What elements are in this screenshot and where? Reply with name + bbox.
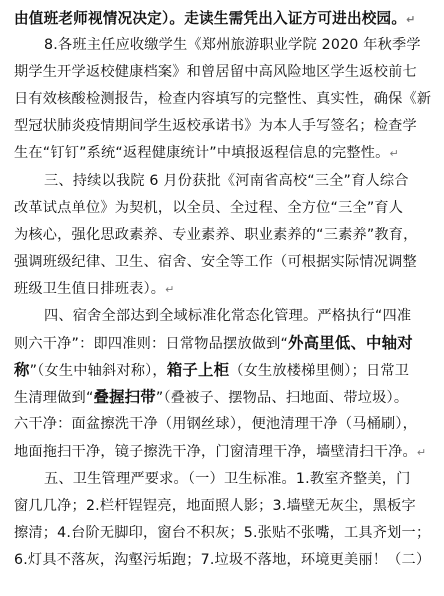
text-line	[14, 384, 434, 411]
paragraph-return-icon: ↵	[406, 13, 416, 26]
text-line	[14, 59, 434, 86]
text-line	[14, 411, 434, 438]
text-line	[14, 195, 434, 222]
text-run: 五、卫生管理严要求。（一）卫生标准。1.教室齐整美，门	[44, 470, 411, 487]
text-run: 生在“钉钉”系统“返程健康统计”中填报返程信息的完整性。	[14, 145, 390, 162]
text-line	[14, 276, 434, 303]
text-run: 型冠状肺炎疫情期间学生返校承诺书》为本人手写签名；检查学	[14, 118, 417, 135]
text-run: 期学生开学返校健康档案》和曾居留中高风险地区学生返校前七	[14, 64, 417, 81]
bold-text-run: 称	[14, 361, 30, 380]
text-line	[14, 357, 434, 384]
text-line	[14, 168, 434, 195]
text-run: 生清理做到“	[14, 390, 94, 407]
text-run: （女生放楼梯里侧）；日常卫	[229, 363, 410, 380]
text-run: 改革试点单位》为契机，以全员、全过程、全方位“三全”育人	[14, 199, 404, 216]
text-run: ”（女生中轴斜对称），	[29, 363, 167, 380]
paragraph-return-icon: ↵	[165, 282, 175, 296]
bold-text-run: 箱子上柜	[166, 361, 230, 380]
text-run: 强调班级纪律、卫生、宿舍、安全等工作（可根据实际情况调整	[14, 253, 417, 270]
text-run: 6.灯具不落灰，沟壑污垢跑；7.垃圾不落地，环境更美丽！（二）	[14, 551, 431, 568]
text-line	[14, 249, 434, 276]
text-run: 窗几几净；2.栏杆锃锃亮，地面照人影；3.墙壁无灰尘，黑板字	[14, 497, 416, 514]
text-line	[14, 113, 434, 140]
text-line	[14, 520, 434, 547]
text-line	[14, 547, 434, 574]
text-line	[14, 140, 434, 167]
text-line	[14, 303, 434, 330]
text-line	[14, 32, 434, 59]
text-line	[14, 466, 434, 493]
text-run: 日有效核酸检测报告，检查内容填写的完整性、真实性，确保《新	[14, 91, 432, 108]
text-run: ”（叠被子、摆物品、扫地面、带垃圾）。	[155, 390, 409, 407]
text-line	[14, 5, 434, 32]
text-line	[14, 439, 434, 466]
paragraph-return-icon: ↵	[389, 147, 399, 161]
text-run: 三、持续以我院 6 月份获批《河南省高校“三全”育人综合	[44, 172, 409, 189]
text-run: 为核心，强化思政素养、专业素养、职业素养的“三素养”教育，	[14, 226, 418, 243]
text-run: 擦清；4.台阶无脚印，窗台不积灰；5.张贴不张嘴，工具齐划一；	[14, 524, 431, 541]
text-line	[14, 330, 434, 357]
text-line	[14, 493, 434, 520]
bold-text-run: 外高里低、中轴对	[288, 334, 413, 353]
paragraph-return-icon: ↵	[416, 445, 427, 459]
text-run: 地面拖扫干净，镜子擦洗干净，门窗清理干净，墙壁清扫干净。	[14, 443, 417, 460]
text-run: 班级卫生值日排班表）。	[14, 280, 166, 297]
text-run: 四、宿舍全部达到全域标准化常态化管理。严格执行“四准	[44, 308, 412, 325]
text-line	[14, 222, 434, 249]
text-run: 六干净：面盆擦洗干净（用钢丝球），便池清理干净（马桶刷），	[14, 416, 418, 433]
text-run: 8.各班主任应收缴学生《郑州旅游职业学院 2020 年秋季学	[44, 37, 421, 54]
text-run: 则六干净”：即四准则：日常物品摆放做到“	[14, 336, 289, 353]
bold-text-run: 由值班老师视情况决定）。走读生需凭出入证方可进出校园。	[14, 10, 407, 27]
text-line	[14, 86, 434, 113]
bold-text-run: 叠握扫带	[93, 388, 156, 407]
